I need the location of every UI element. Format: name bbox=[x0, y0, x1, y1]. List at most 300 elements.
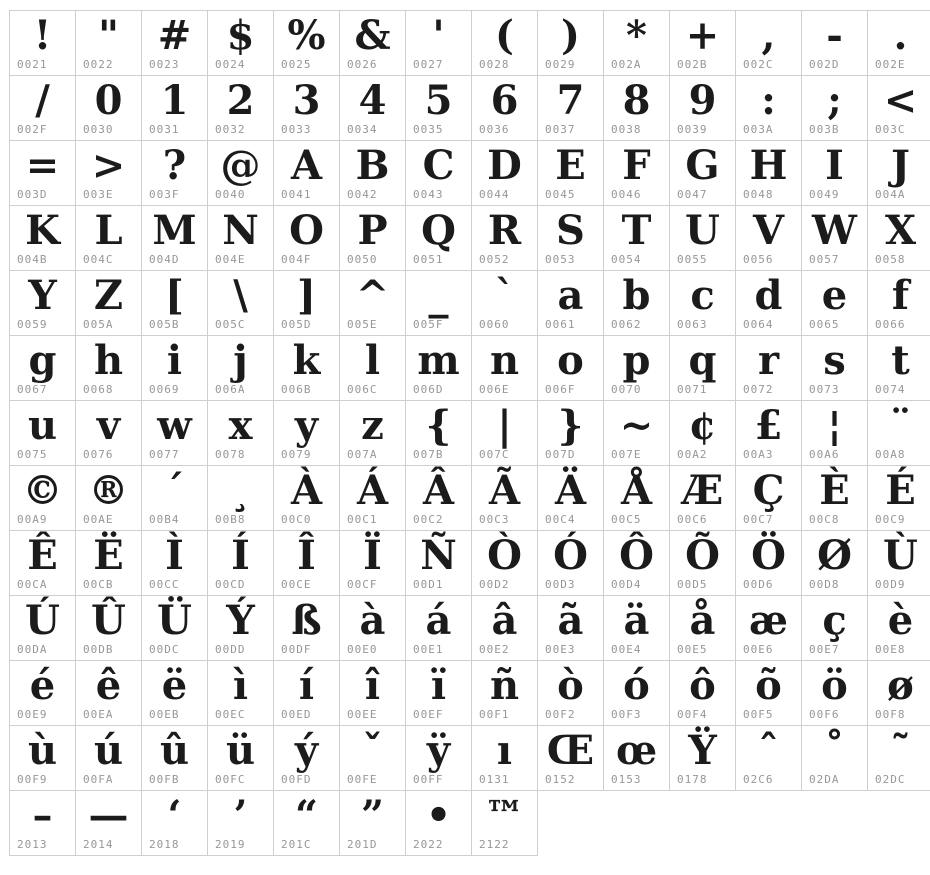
glyph: h bbox=[76, 338, 141, 384]
glyph-cell bbox=[736, 401, 802, 466]
codepoint-label: 0075 bbox=[17, 448, 48, 461]
glyph-cell bbox=[76, 206, 142, 271]
glyph-row bbox=[10, 791, 930, 856]
codepoint-label: 004A bbox=[875, 188, 906, 201]
glyph: n bbox=[472, 338, 537, 384]
glyph: " bbox=[76, 13, 141, 59]
glyph-cell bbox=[802, 206, 868, 271]
glyph-cell bbox=[868, 661, 930, 726]
glyph: È bbox=[802, 468, 867, 514]
glyph-cell bbox=[142, 596, 208, 661]
glyph-cell bbox=[736, 11, 802, 76]
glyph-cell bbox=[802, 596, 868, 661]
glyph: % bbox=[274, 13, 339, 59]
codepoint-label: 0048 bbox=[743, 188, 774, 201]
glyph: Ë bbox=[76, 533, 141, 579]
glyph: g bbox=[10, 338, 75, 384]
codepoint-label: 0059 bbox=[17, 318, 48, 331]
glyph-cell bbox=[274, 466, 340, 531]
codepoint-label: 002C bbox=[743, 58, 774, 71]
codepoint-label: 00CC bbox=[149, 578, 180, 591]
glyph: b bbox=[604, 273, 669, 319]
glyph-cell bbox=[406, 206, 472, 271]
glyph-map bbox=[9, 10, 930, 856]
codepoint-label: 002B bbox=[677, 58, 708, 71]
codepoint-label: 2122 bbox=[479, 838, 510, 851]
codepoint-label: 0049 bbox=[809, 188, 840, 201]
glyph-cell bbox=[406, 726, 472, 791]
glyph: 9 bbox=[670, 78, 735, 124]
glyph-cell bbox=[274, 76, 340, 141]
glyph: Œ bbox=[538, 728, 603, 774]
codepoint-label: 005F bbox=[413, 318, 444, 331]
glyph-cell bbox=[670, 466, 736, 531]
glyph-cell bbox=[736, 531, 802, 596]
glyph: = bbox=[10, 143, 75, 189]
glyph-row bbox=[10, 466, 930, 531]
glyph-cell bbox=[10, 661, 76, 726]
glyph: S bbox=[538, 208, 603, 254]
glyph: W bbox=[802, 208, 867, 254]
glyph: Å bbox=[604, 468, 669, 514]
codepoint-label: 00EC bbox=[215, 708, 246, 721]
codepoint-label: 0078 bbox=[215, 448, 246, 461]
glyph: ß bbox=[274, 598, 339, 644]
codepoint-label: 00C1 bbox=[347, 513, 378, 526]
glyph: ¢ bbox=[670, 403, 735, 449]
glyph: ^ bbox=[340, 273, 405, 319]
glyph: * bbox=[604, 13, 669, 59]
glyph: 7 bbox=[538, 78, 603, 124]
glyph-cell bbox=[76, 141, 142, 206]
codepoint-label: 006B bbox=[281, 383, 312, 396]
glyph-cell bbox=[274, 791, 340, 856]
codepoint-label: 00F6 bbox=[809, 708, 840, 721]
glyph-cell bbox=[10, 466, 76, 531]
glyph: K bbox=[10, 208, 75, 254]
glyph: ä bbox=[604, 598, 669, 644]
glyph-cell bbox=[142, 11, 208, 76]
glyph-cell bbox=[208, 661, 274, 726]
glyph-cell bbox=[406, 596, 472, 661]
glyph-cell bbox=[208, 726, 274, 791]
glyph: É bbox=[868, 468, 930, 514]
glyph: ñ bbox=[472, 663, 537, 709]
glyph-cell bbox=[868, 141, 930, 206]
codepoint-label: 006F bbox=[545, 383, 576, 396]
glyph-cell bbox=[76, 401, 142, 466]
codepoint-label: 02C6 bbox=[743, 773, 774, 786]
glyph-cell bbox=[538, 206, 604, 271]
glyph: – bbox=[10, 793, 75, 839]
glyph-cell bbox=[538, 596, 604, 661]
glyph: ú bbox=[76, 728, 141, 774]
glyph: & bbox=[340, 13, 405, 59]
glyph: ´ bbox=[142, 468, 207, 514]
glyph-cell bbox=[604, 466, 670, 531]
glyph: E bbox=[538, 143, 603, 189]
glyph: ~ bbox=[604, 403, 669, 449]
glyph: ì bbox=[208, 663, 273, 709]
glyph-row bbox=[10, 336, 930, 401]
glyph-cell bbox=[604, 336, 670, 401]
glyph-cell bbox=[274, 11, 340, 76]
codepoint-label: 00FE bbox=[347, 773, 378, 786]
codepoint-label: 0063 bbox=[677, 318, 708, 331]
codepoint-label: 00B8 bbox=[215, 513, 246, 526]
glyph-cell bbox=[406, 661, 472, 726]
glyph: î bbox=[340, 663, 405, 709]
glyph: H bbox=[736, 143, 801, 189]
glyph-cell bbox=[604, 271, 670, 336]
glyph-cell bbox=[76, 466, 142, 531]
glyph-cell bbox=[472, 271, 538, 336]
codepoint-label: 0038 bbox=[611, 123, 642, 136]
glyph: C bbox=[406, 143, 471, 189]
codepoint-label: 2022 bbox=[413, 838, 444, 851]
glyph: Ÿ bbox=[670, 728, 735, 774]
glyph: y bbox=[274, 403, 339, 449]
glyph-cell bbox=[406, 271, 472, 336]
codepoint-label: 00E5 bbox=[677, 643, 708, 656]
codepoint-label: 0037 bbox=[545, 123, 576, 136]
glyph: 8 bbox=[604, 78, 669, 124]
glyph-cell bbox=[340, 466, 406, 531]
glyph: 0 bbox=[76, 78, 141, 124]
glyph-cell bbox=[802, 661, 868, 726]
glyph-cell bbox=[868, 726, 930, 791]
codepoint-label: 201C bbox=[281, 838, 312, 851]
glyph-cell bbox=[10, 271, 76, 336]
codepoint-label: 00ED bbox=[281, 708, 312, 721]
codepoint-label: 0033 bbox=[281, 123, 312, 136]
glyph-cell bbox=[76, 726, 142, 791]
glyph: Ä bbox=[538, 468, 603, 514]
glyph: o bbox=[538, 338, 603, 384]
glyph-cell bbox=[208, 791, 274, 856]
codepoint-label: 2013 bbox=[17, 838, 48, 851]
glyph-cell bbox=[802, 726, 868, 791]
glyph-cell bbox=[76, 791, 142, 856]
codepoint-label: 0064 bbox=[743, 318, 774, 331]
glyph-cell bbox=[274, 336, 340, 401]
glyph-cell bbox=[406, 791, 472, 856]
codepoint-label: 0050 bbox=[347, 253, 378, 266]
glyph-cell bbox=[538, 76, 604, 141]
glyph: û bbox=[142, 728, 207, 774]
codepoint-label: 00CB bbox=[83, 578, 114, 591]
glyph: , bbox=[736, 13, 801, 59]
glyph-cell bbox=[670, 661, 736, 726]
glyph-cell bbox=[472, 531, 538, 596]
glyph: Ò bbox=[472, 533, 537, 579]
codepoint-label: 006E bbox=[479, 383, 510, 396]
glyph: ( bbox=[472, 13, 537, 59]
codepoint-label: 0046 bbox=[611, 188, 642, 201]
codepoint-label: 0025 bbox=[281, 58, 312, 71]
glyph-cell bbox=[868, 531, 930, 596]
glyph-cell bbox=[538, 11, 604, 76]
glyph: ô bbox=[670, 663, 735, 709]
glyph: Û bbox=[76, 598, 141, 644]
codepoint-label: 0040 bbox=[215, 188, 246, 201]
codepoint-label: 00E4 bbox=[611, 643, 642, 656]
glyph-cell bbox=[472, 466, 538, 531]
codepoint-label: 0032 bbox=[215, 123, 246, 136]
glyph: ç bbox=[802, 598, 867, 644]
glyph: Q bbox=[406, 208, 471, 254]
glyph: O bbox=[274, 208, 339, 254]
glyph: m bbox=[406, 338, 471, 384]
glyph: v bbox=[76, 403, 141, 449]
glyph-cell bbox=[10, 531, 76, 596]
codepoint-label: 00A3 bbox=[743, 448, 774, 461]
glyph-cell bbox=[802, 11, 868, 76]
glyph: ö bbox=[802, 663, 867, 709]
codepoint-label: 00D2 bbox=[479, 578, 510, 591]
codepoint-label: 00A6 bbox=[809, 448, 840, 461]
glyph: © bbox=[10, 468, 75, 514]
codepoint-label: 0061 bbox=[545, 318, 576, 331]
glyph: ! bbox=[10, 13, 75, 59]
codepoint-label: 0060 bbox=[479, 318, 510, 331]
glyph-cell bbox=[868, 11, 930, 76]
glyph-cell bbox=[142, 401, 208, 466]
glyph: 4 bbox=[340, 78, 405, 124]
glyph: Ó bbox=[538, 533, 603, 579]
glyph-cell bbox=[208, 401, 274, 466]
glyph-cell bbox=[736, 466, 802, 531]
glyph: R bbox=[472, 208, 537, 254]
codepoint-label: 0069 bbox=[149, 383, 180, 396]
glyph: s bbox=[802, 338, 867, 384]
codepoint-label: 0028 bbox=[479, 58, 510, 71]
glyph: Ê bbox=[10, 533, 75, 579]
glyph: À bbox=[274, 468, 339, 514]
codepoint-label: 0070 bbox=[611, 383, 642, 396]
glyph-cell bbox=[802, 76, 868, 141]
glyph-cell bbox=[604, 11, 670, 76]
glyph: œ bbox=[604, 728, 669, 774]
glyph-cell bbox=[274, 141, 340, 206]
codepoint-label: 0026 bbox=[347, 58, 378, 71]
codepoint-label: 00E9 bbox=[17, 708, 48, 721]
glyph: ò bbox=[538, 663, 603, 709]
glyph: ë bbox=[142, 663, 207, 709]
codepoint-label: 005E bbox=[347, 318, 378, 331]
glyph-cell bbox=[802, 401, 868, 466]
glyph-cell bbox=[472, 661, 538, 726]
glyph: D bbox=[472, 143, 537, 189]
glyph-cell bbox=[142, 76, 208, 141]
codepoint-label: 00EA bbox=[83, 708, 114, 721]
codepoint-label: 003E bbox=[83, 188, 114, 201]
glyph: f bbox=[868, 273, 930, 319]
glyph-cell bbox=[340, 661, 406, 726]
glyph: k bbox=[274, 338, 339, 384]
codepoint-label: 00A9 bbox=[17, 513, 48, 526]
codepoint-label: 0076 bbox=[83, 448, 114, 461]
glyph-cell bbox=[340, 76, 406, 141]
glyph: Ú bbox=[10, 598, 75, 644]
codepoint-label: 00D6 bbox=[743, 578, 774, 591]
glyph-cell bbox=[802, 141, 868, 206]
glyph-cell bbox=[406, 76, 472, 141]
glyph-cell bbox=[472, 726, 538, 791]
codepoint-label: 0031 bbox=[149, 123, 180, 136]
glyph-cell bbox=[274, 271, 340, 336]
glyph: • bbox=[406, 793, 471, 839]
codepoint-label: 0039 bbox=[677, 123, 708, 136]
glyph: Æ bbox=[670, 468, 735, 514]
glyph-cell bbox=[538, 141, 604, 206]
glyph: . bbox=[868, 13, 930, 59]
glyph: ï bbox=[406, 663, 471, 709]
codepoint-label: 0024 bbox=[215, 58, 246, 71]
codepoint-label: 00E6 bbox=[743, 643, 774, 656]
glyph: ] bbox=[274, 273, 339, 319]
glyph-cell bbox=[604, 206, 670, 271]
glyph: w bbox=[142, 403, 207, 449]
glyph-cell bbox=[472, 206, 538, 271]
glyph-cell bbox=[472, 401, 538, 466]
codepoint-label: 2019 bbox=[215, 838, 246, 851]
glyph: - bbox=[802, 13, 867, 59]
glyph-cell bbox=[76, 271, 142, 336]
glyph-cell bbox=[142, 531, 208, 596]
codepoint-label: 005A bbox=[83, 318, 114, 331]
glyph-table bbox=[9, 10, 930, 856]
glyph: ÿ bbox=[406, 728, 471, 774]
codepoint-label: 2014 bbox=[83, 838, 114, 851]
codepoint-label: 00FA bbox=[83, 773, 114, 786]
glyph: æ bbox=[736, 598, 801, 644]
glyph: ; bbox=[802, 78, 867, 124]
glyph-cell bbox=[10, 726, 76, 791]
codepoint-label: 0022 bbox=[83, 58, 114, 71]
codepoint-label: 00D8 bbox=[809, 578, 840, 591]
glyph: Á bbox=[340, 468, 405, 514]
glyph: T bbox=[604, 208, 669, 254]
codepoint-label: 002A bbox=[611, 58, 642, 71]
codepoint-label: 002E bbox=[875, 58, 906, 71]
glyph: Ø bbox=[802, 533, 867, 579]
glyph-cell bbox=[406, 141, 472, 206]
glyph: 6 bbox=[472, 78, 537, 124]
codepoint-label: 00F3 bbox=[611, 708, 642, 721]
codepoint-label: 00C4 bbox=[545, 513, 576, 526]
codepoint-label: 0052 bbox=[479, 253, 510, 266]
glyph: A bbox=[274, 143, 339, 189]
glyph: J bbox=[868, 143, 930, 189]
glyph: ˇ bbox=[340, 728, 405, 774]
glyph: ¦ bbox=[802, 403, 867, 449]
glyph-cell bbox=[274, 401, 340, 466]
codepoint-label: 0036 bbox=[479, 123, 510, 136]
glyph-cell bbox=[538, 336, 604, 401]
glyph-row bbox=[10, 531, 930, 596]
codepoint-label: 00E7 bbox=[809, 643, 840, 656]
glyph-cell bbox=[142, 271, 208, 336]
glyph: i bbox=[142, 338, 207, 384]
glyph: ) bbox=[538, 13, 603, 59]
glyph: ó bbox=[604, 663, 669, 709]
glyph: Î bbox=[274, 533, 339, 579]
glyph-cell bbox=[142, 791, 208, 856]
glyph-cell bbox=[538, 401, 604, 466]
glyph-cell bbox=[208, 531, 274, 596]
codepoint-label: 0023 bbox=[149, 58, 180, 71]
codepoint-label: 004E bbox=[215, 253, 246, 266]
glyph: a bbox=[538, 273, 603, 319]
glyph-cell bbox=[142, 661, 208, 726]
glyph: p bbox=[604, 338, 669, 384]
glyph-cell bbox=[208, 466, 274, 531]
glyph: ü bbox=[208, 728, 273, 774]
codepoint-label: 00DF bbox=[281, 643, 312, 656]
glyph: @ bbox=[208, 143, 273, 189]
glyph-cell bbox=[208, 11, 274, 76]
glyph: x bbox=[208, 403, 273, 449]
glyph-cell bbox=[406, 531, 472, 596]
glyph-cell bbox=[406, 401, 472, 466]
glyph-row bbox=[10, 11, 930, 76]
glyph-row bbox=[10, 726, 930, 791]
glyph: ’ bbox=[208, 793, 273, 839]
glyph-cell bbox=[76, 11, 142, 76]
codepoint-label: 00E8 bbox=[875, 643, 906, 656]
glyph-cell bbox=[10, 401, 76, 466]
glyph-cell bbox=[604, 596, 670, 661]
glyph: 1 bbox=[142, 78, 207, 124]
codepoint-label: 00D3 bbox=[545, 578, 576, 591]
codepoint-label: 00EE bbox=[347, 708, 378, 721]
glyph-cell bbox=[670, 336, 736, 401]
glyph: q bbox=[670, 338, 735, 384]
codepoint-label: 00F2 bbox=[545, 708, 576, 721]
codepoint-label: 00AE bbox=[83, 513, 114, 526]
codepoint-label: 004C bbox=[83, 253, 114, 266]
codepoint-label: 00CF bbox=[347, 578, 378, 591]
codepoint-label: 0077 bbox=[149, 448, 180, 461]
codepoint-label: 0027 bbox=[413, 58, 444, 71]
codepoint-label: 00C7 bbox=[743, 513, 774, 526]
glyph: è bbox=[868, 598, 930, 644]
codepoint-label: 00A2 bbox=[677, 448, 708, 461]
glyph: ê bbox=[76, 663, 141, 709]
codepoint-label: 0044 bbox=[479, 188, 510, 201]
glyph: â bbox=[472, 598, 537, 644]
codepoint-label: 02DC bbox=[875, 773, 906, 786]
glyph: M bbox=[142, 208, 207, 254]
glyph-cell bbox=[538, 271, 604, 336]
codepoint-label: 007D bbox=[545, 448, 576, 461]
glyph: Ñ bbox=[406, 533, 471, 579]
glyph-cell bbox=[76, 76, 142, 141]
glyph-cell bbox=[340, 531, 406, 596]
glyph-cell bbox=[802, 271, 868, 336]
glyph-cell bbox=[736, 206, 802, 271]
codepoint-label: 00FC bbox=[215, 773, 246, 786]
glyph-cell bbox=[208, 271, 274, 336]
glyph-cell bbox=[340, 336, 406, 401]
codepoint-label: 02DA bbox=[809, 773, 840, 786]
codepoint-label: 0057 bbox=[809, 253, 840, 266]
glyph: Ô bbox=[604, 533, 669, 579]
glyph: ˆ bbox=[736, 728, 801, 774]
codepoint-label: 0056 bbox=[743, 253, 774, 266]
codepoint-label: 0030 bbox=[83, 123, 114, 136]
